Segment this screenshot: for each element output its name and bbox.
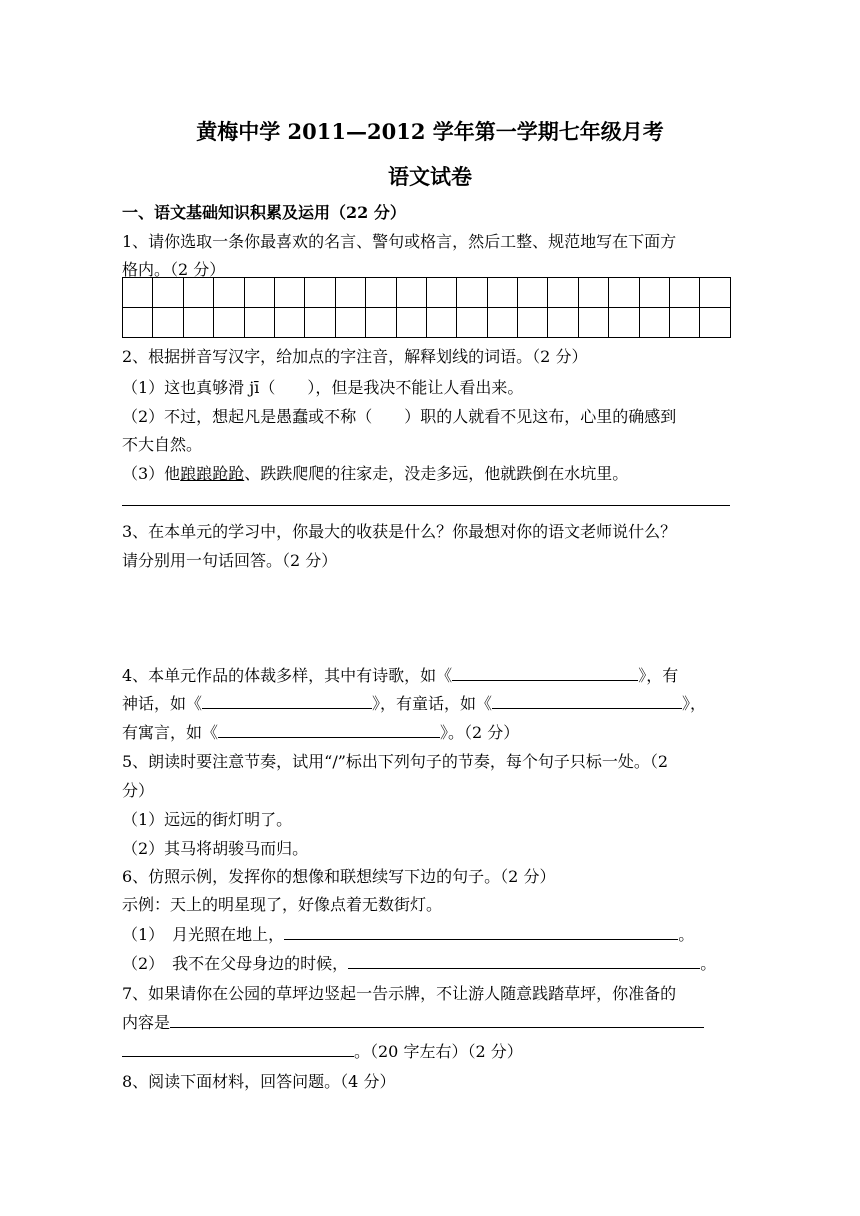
q4-line2	[122, 691, 706, 714]
q2-item2-pre: （2）不过，想起凡是愚蠢或不	[122, 407, 341, 426]
q4-l3-post: 》。（2 分）	[440, 723, 520, 742]
fable-blank[interactable]	[218, 720, 440, 738]
q6-example: 示例：天上的明星现了，好像点着无数街灯。	[122, 895, 443, 914]
q4-l3-pre: 有寓言，如《	[122, 723, 219, 742]
q7-blank-2[interactable]	[122, 1039, 354, 1057]
q2-stem: 2、根据拼音写汉字，给加点的字注音，解释划线的词语。（2 分）	[122, 347, 588, 366]
q6-item2-post: 。	[700, 954, 717, 973]
q7-line2-pre: 内容是	[122, 1013, 171, 1032]
q4-l2-c: 》，	[682, 694, 707, 713]
q4-l2-b: 》，有童话，如《	[372, 694, 493, 713]
q7-blank-1[interactable]	[170, 1010, 704, 1028]
q7-line1: 7、如果请你在公园的草坪边竖起一告示牌，不让游人随意践踏草坪，你准备的	[122, 984, 677, 1003]
q5-line1: 5、朗读时要注意节奏，试用“/”标出下列句子的节奏，每个句子只标一处。（2	[122, 752, 669, 771]
q2-item3-pre: （3）他	[122, 464, 181, 483]
q6-stem: 6、仿照示例，发挥你的想像和联想续写下边的句子。（2 分）	[122, 867, 556, 886]
q4-l1-pre: 4、本单元作品的体裁多样，其中有诗歌，如《	[122, 666, 453, 685]
q6-item1-blank[interactable]	[284, 922, 678, 940]
writing-grid[interactable]	[122, 277, 731, 338]
answer-line[interactable]	[122, 505, 730, 506]
exam-subtitle: 语文试卷	[388, 164, 472, 189]
q4-line1	[122, 663, 678, 686]
q1-line2: 格内。（2 分）	[122, 260, 226, 279]
poem-blank[interactable]	[452, 663, 638, 681]
exam-title: 黄梅中学 2011—2012 学年第一学期七年级月考	[196, 119, 664, 144]
q7-line3	[122, 1039, 523, 1062]
q6-item1	[122, 922, 694, 945]
q2-item3	[122, 461, 628, 484]
q2-item1: （1）这也真够滑 jī（ ），但是我决不能让人看出来。	[122, 378, 524, 397]
q1-line1: 1、请你选取一条你最喜欢的名言、警句或格言，然后工整、规范地写在下面方	[122, 232, 677, 251]
q7-line3-post: 。（20 字左右）（2 分）	[354, 1042, 523, 1061]
q5-item1: （1）远远的街灯明了。	[122, 810, 293, 829]
q6-item2-blank[interactable]	[348, 951, 700, 969]
dotted-char: 称 •	[340, 407, 356, 426]
section-heading: 一、语文基础知识积累及运用（22 分）	[122, 203, 406, 222]
q6-item1-post: 。	[678, 925, 695, 944]
q8-stem: 8、阅读下面材料，回答问题。（4 分）	[122, 1072, 396, 1091]
q4-l1-post: 》，有	[638, 666, 679, 685]
grid-row	[123, 308, 731, 338]
myth-blank[interactable]	[202, 691, 372, 709]
q3-line2: 请分别用一句话回答。（2 分）	[122, 551, 338, 570]
q4-l2-a: 神话，如《	[122, 694, 203, 713]
q6-item2	[122, 951, 716, 974]
underlined-word: 踉踉跄跄	[180, 464, 245, 483]
q2-item3-post: 、跌跌爬爬的往家走，没走多远，他就跌倒在水坑里。	[244, 464, 629, 483]
q2-item2	[122, 404, 676, 427]
q6-item2-pre: （2） 我不在父母身边的时候，	[122, 954, 349, 973]
grid-row	[123, 278, 731, 308]
q2-item2-cont: 不大自然。	[122, 435, 203, 454]
q6-item1-pre: （1） 月光照在地上，	[122, 925, 285, 944]
q4-line3	[122, 720, 519, 743]
fairytale-blank[interactable]	[492, 691, 682, 709]
q3-line1: 3、在本单元的学习中，你最大的收获是什么？你最想对你的语文老师说什么？	[122, 522, 677, 541]
q5-item2: （2）其马将胡骏马而归。	[122, 839, 309, 858]
q5-line2: 分）	[122, 781, 155, 800]
q2-item2-post: （ ）职的人就看不见这布，心里的确感到	[356, 407, 677, 426]
q7-line2	[122, 1010, 704, 1033]
